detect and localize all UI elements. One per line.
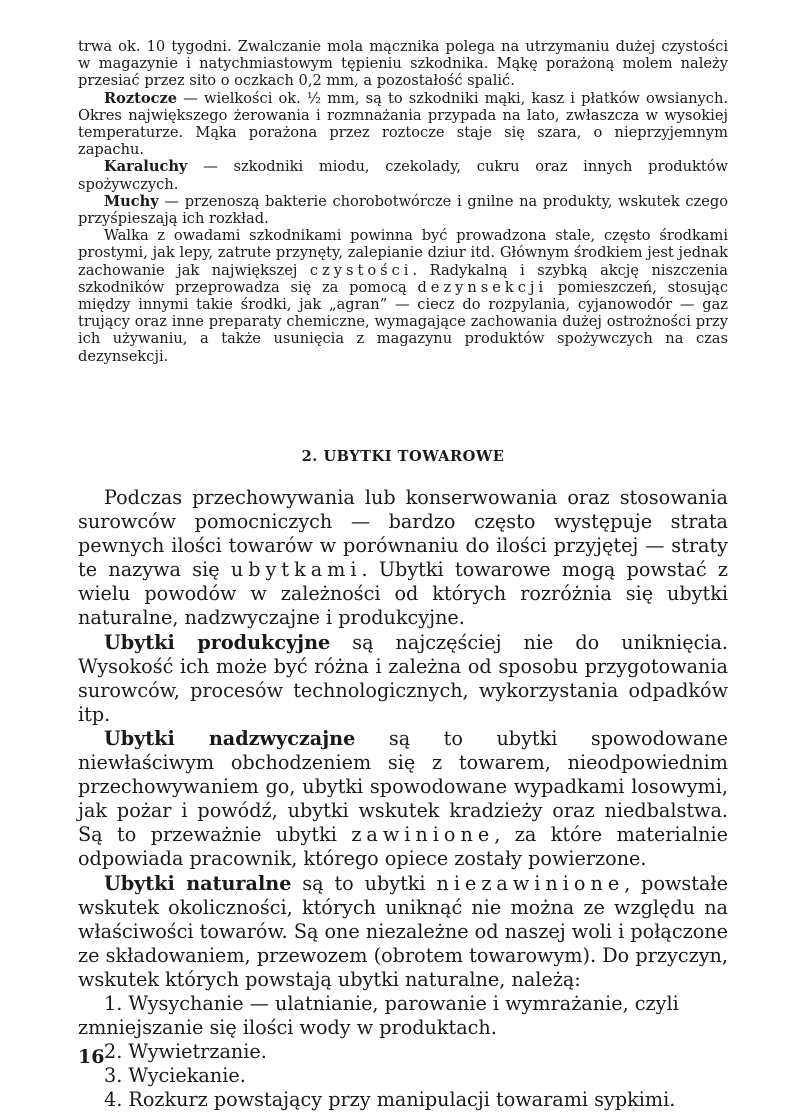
page-number: 16 bbox=[78, 1046, 105, 1068]
paragraph-produkcyjne bbox=[78, 631, 728, 727]
text-intro-b: . Ubytki towarowe mogą powstać z wielu powodów w zależności od których rozróżnia się ubytki naturalne, nadzwyczajne i produkcyjne. bbox=[78, 558, 729, 630]
text-naturalne-a: są to ubytki bbox=[291, 871, 437, 895]
section-heading: 2. UBYTKI TOWAROWE bbox=[301, 448, 505, 465]
spaced-zawinione: zawinione bbox=[351, 823, 495, 847]
text-roztocze: — wielkości ok. ½ mm, są to szkodniki mąki, kasz i płatków owsianych. Okres największego żerowania i rozmnażania przypada na lato, zwłaszcza w wysokiej temperaturze. Mąka porażona przez roztocze staje się szara, o nieprzyjemnym zapachu. bbox=[78, 89, 728, 159]
text-walka-a: Walka z owadami szkodnikami powinna być prowadzona stale, często środkami prostymi, jak lepy, zatrute przynęty, zalepianie dziur itd. Głównym środkiem jest jednak zachowanie jak największej bbox=[78, 227, 728, 279]
paragraph-muchy bbox=[78, 193, 728, 227]
paragraph-karaluchy bbox=[78, 158, 728, 192]
paragraph-naturalne bbox=[78, 872, 728, 992]
term-produkcyjne: Ubytki produkcyjne bbox=[104, 630, 331, 654]
text-intro-a: Podczas przechowywania lub konserwowania oraz stosowania surowców pomocniczych — bardzo często występuje strata pewnych ilości towarów w porównaniu do ilości przyjętej — straty te nazywa się bbox=[78, 486, 728, 582]
list-item: 4. Rozkurz powstający przy manipulacji towarami sypkimi. bbox=[104, 1088, 676, 1112]
paragraph-walka bbox=[78, 227, 728, 365]
term-karaluchy: Karaluchy bbox=[104, 158, 188, 176]
text-karaluchy: — szkodniki miodu, czekolady, cukru oraz innych produktów spożywczych. bbox=[78, 158, 728, 193]
paragraph-nadzwyczajne bbox=[78, 727, 728, 872]
text-produkcyjne: są najczęściej nie do uniknięcia. Wysokość ich może być różna i zależna od sposobu przygotowania surowców, procesów technologicznych, wykorzystania odpadków itp. bbox=[78, 630, 728, 726]
text-nadzwyczajne-a: są to ubytki spowodowane niewłaściwym obchodzeniem się z towarem, nieodpowiednim przechowywaniem go, ubytki spowodowane wypadkami losowymi, jak pożar i powódź, ubytki wskutek kradzieży oraz niedbalstwa. Są to przeważnie ubytki bbox=[78, 726, 728, 847]
spaced-dezynsekcji: dezynsekcji bbox=[417, 278, 548, 296]
term-muchy: Muchy bbox=[104, 192, 159, 210]
text-walka-b: . Radykalną i szybką akcję niszczenia szkodników przeprowadza się za pomocą bbox=[78, 261, 729, 296]
spaced-niezawinione: niezawinione bbox=[436, 871, 625, 895]
text-nadzwyczajne-b: , za które materialnie odpowiada pracownik, którego opiece zostały powierzone. bbox=[78, 823, 729, 871]
paragraph-intro bbox=[78, 486, 728, 631]
text-muchy: — przenoszą bakterie chorobotwórcze i gnilne na produkty, wskutek czego przyśpieszają ich rozkład. bbox=[78, 192, 728, 228]
list-item: 2. Wywietrzanie. bbox=[104, 1040, 267, 1064]
top-section bbox=[78, 38, 728, 365]
list-item: 1. Wysychanie — ulatnianie, parowanie i wymrażanie, czyli zmniejszanie się ilości wody w produktach. bbox=[78, 991, 679, 1040]
term-nadzwyczajne: Ubytki nadzwyczajne bbox=[104, 726, 356, 750]
term-roztocze: Roztocze bbox=[104, 89, 178, 107]
paragraph-mol: trwa ok. 10 tygodni. Zwalczanie mola mącznika polega na utrzymaniu dużej czystości w magazynie i natychmiastowym tępieniu szkodnika. Mąkę porażoną molem należy przesiać przez sito o oczkach 0,2 mm, a pozostałość spalić. bbox=[78, 38, 728, 90]
causes-list bbox=[78, 992, 728, 1112]
main-section bbox=[78, 486, 728, 1112]
list-item: 3. Wyciekanie. bbox=[104, 1064, 246, 1088]
spaced-czystosci: czystości bbox=[309, 261, 413, 279]
text-naturalne-b: , powstałe wskutek okoliczności, których uniknąć nie można ze względu na właściwości towarów. Są one niezależne od naszej woli i połączone ze składowaniem, przewozem (obrotem towarowym). Do przyczyn, wskutek których powstają ubytki naturalne, należą: bbox=[78, 871, 729, 991]
term-naturalne: Ubytki naturalne bbox=[104, 871, 292, 895]
paragraph-roztocze bbox=[78, 90, 728, 159]
text-walka-c: pomieszczeń, stosując między innymi takie środki, jak „agran” — ciecz do rozpylania, cyjanowodór — gaz trujący oraz inne preparaty chemiczne, wymagające zachowania dużej ostrożności przy ich używaniu, a także usunięcia z magazynu produktów spożywczych na czas dezynsekcji. bbox=[78, 278, 728, 365]
spaced-ubytkami: ubytkami bbox=[230, 558, 362, 582]
